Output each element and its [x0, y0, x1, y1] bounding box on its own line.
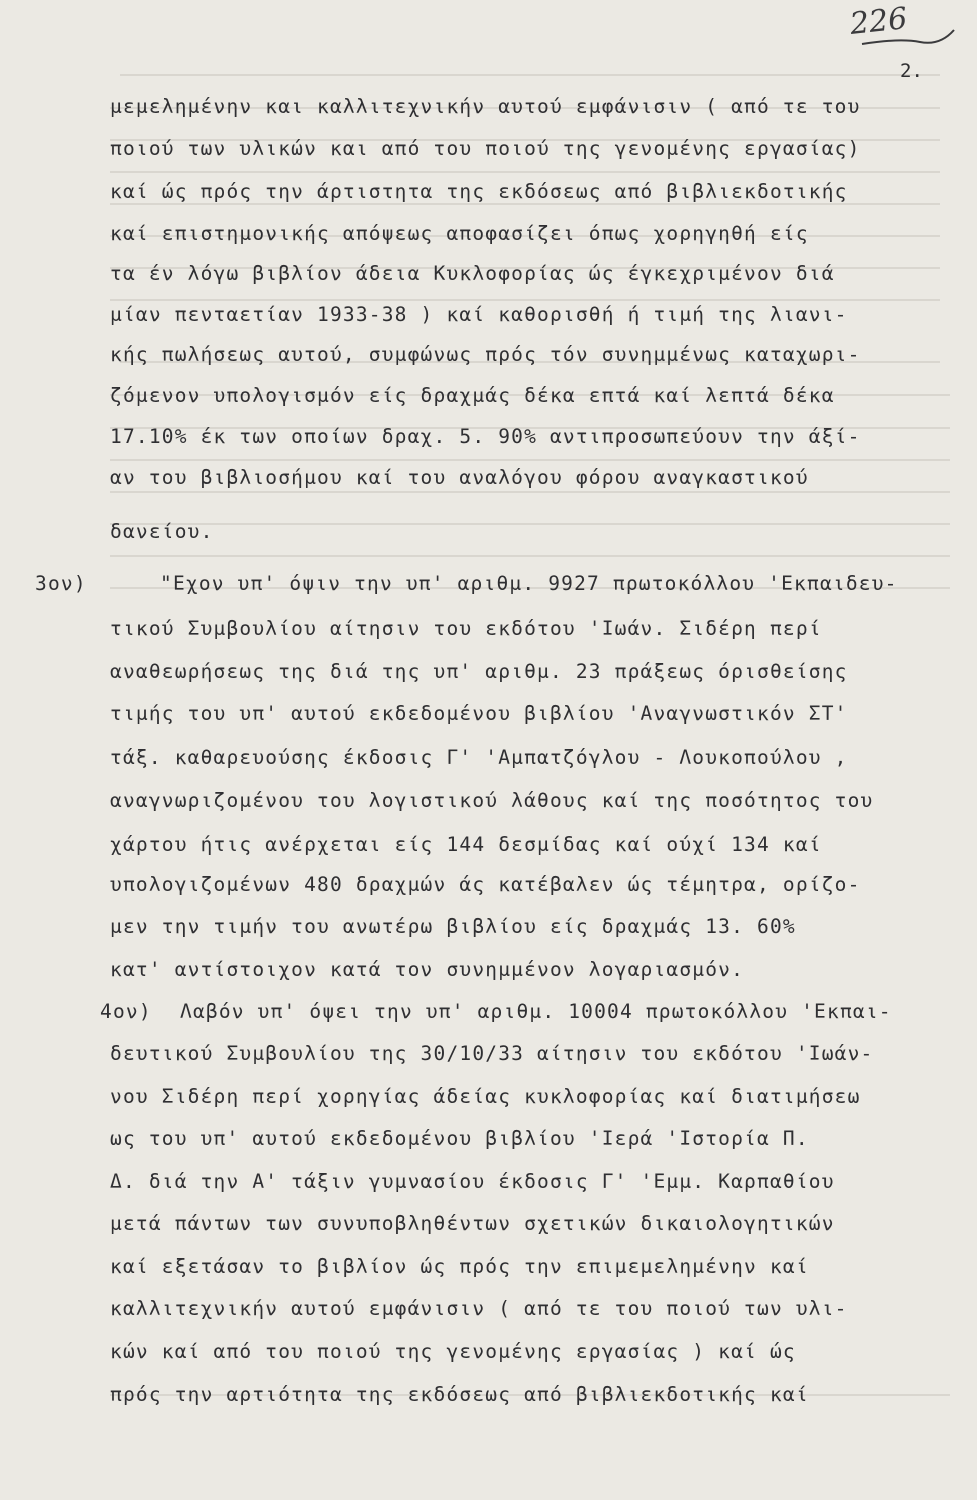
- text-line: χάρτου ήτις ανέρχεται είς 144 δεσμίδας καί ούχί 134 καί: [110, 833, 822, 856]
- text-line: καλλιτεχνικήν αυτού εμφάνισιν ( από τε του ποιού των υλι-: [110, 1297, 848, 1320]
- text-line: μεμελημένην και καλλιτεχνικήν αυτού εμφάνισιν ( από τε του: [110, 95, 861, 118]
- text-line: ζόμενον υπολογισμόν είς δραχμάς δέκα επτά καί λεπτά δέκα: [110, 384, 835, 407]
- paragraph-label: 4ον): [100, 1000, 152, 1023]
- text-line: τιμής του υπ' αυτού εκδεδομένου βιβλίου 'Αναγνωστικόν ΣΤ': [110, 702, 848, 725]
- text-line: νου Σιδέρη περί χορηγίας άδείας κυκλοφορίας καί διατιμήσεω: [110, 1085, 861, 1108]
- text-line: καί εξετάσαν το βιβλίον ώς πρός την επιμεμελημένην καί: [110, 1255, 809, 1278]
- text-line: κής πωλήσεως αυτού, συμφώνως πρός τόν συνημμένως καταχωρι-: [110, 343, 861, 366]
- text-line: ποιού των υλικών και από του ποιού της γενομένης εργασίας): [110, 137, 861, 160]
- text-line: αναγνωριζομένου του λογιστικού λάθους καί της ποσότητος του: [110, 789, 874, 812]
- folio-number: 226: [848, 1, 909, 42]
- text-line: καί επιστημονικής απόψεως αποφασίζει όπως χορηγηθή είς: [110, 222, 809, 245]
- text-line: μίαν πενταετίαν 1933-38 ) καί καθορισθή ή τιμή της λιανι-: [110, 303, 848, 326]
- text-line: πρός την αρτιότητα της εκδόσεως από βιβλιεκδοτικής καί: [110, 1383, 809, 1406]
- text-line: τα έν λόγω βιβλίον άδεια Κυκλοφορίας ώς έγκεχριμένον διά: [110, 262, 835, 285]
- text-line: δανείου.: [110, 520, 214, 543]
- text-line: κατ' αντίστοιχον κατά τον συνημμένον λογαριασμόν.: [110, 958, 745, 981]
- folio-underline-mark: [860, 28, 956, 50]
- text-line: αναθεωρήσεως της διά της υπ' αριθμ. 23 πράξεως όρισθείσης: [110, 660, 848, 683]
- text-line: αν του βιβλιοσήμου καί του αναλόγου φόρου αναγκαστικού: [110, 466, 809, 489]
- text-line: ως του υπ' αυτού εκδεδομένου βιβλίου 'Ιερά 'Ιστορία Π.: [110, 1127, 809, 1150]
- text-line: Λαβόν υπ' όψει την υπ' αριθμ. 10004 πρωτοκόλλου 'Εκπαι-: [180, 1000, 892, 1023]
- text-line: κών καί από του ποιού της γενομένης εργασίας ) καί ώς: [110, 1340, 796, 1363]
- text-line: "Εχον υπ' όψιν την υπ' αριθμ. 9927 πρωτοκόλλου 'Εκπαιδευ-: [160, 572, 898, 595]
- text-line: τικού Συμβουλίου αίτησιν του εκδότου 'Ιωάν. Σιδέρη περί: [110, 617, 822, 640]
- text-line: μετά πάντων των συνυποβληθέντων σχετικών δικαιολογητικών: [110, 1212, 835, 1235]
- paragraph-label: 3ον): [35, 572, 87, 595]
- text-line: υπολογιζομένων 480 δραχμών άς κατέβαλεν ώς τέμητρα, ορίζο-: [110, 873, 861, 896]
- text-line: τάξ. καθαρευούσης έκδοσις Γ' 'Αμπατζόγλου - Λουκοπούλου ,: [110, 746, 848, 769]
- page-number: 2.: [900, 60, 923, 82]
- text-line: καί ώς πρός την άρτιστητα της εκδόσεως από βιβλιεκδοτικής: [110, 180, 848, 203]
- text-line: 17.10% έκ των οποίων δραχ. 5. 90% αντιπροσωπεύουν την άξί-: [110, 425, 861, 448]
- text-line: Δ. διά την Α' τάξιν γυμνασίου έκδοσις Γ' 'Εμμ. Καρπαθίου: [110, 1170, 835, 1193]
- text-line: δευτικού Συμβουλίου της 30/10/33 αίτησιν του εκδότου 'Ιωάν-: [110, 1042, 874, 1065]
- text-line: μεν την τιμήν του ανωτέρω βιβλίου είς δραχμάς 13. 60%: [110, 915, 796, 938]
